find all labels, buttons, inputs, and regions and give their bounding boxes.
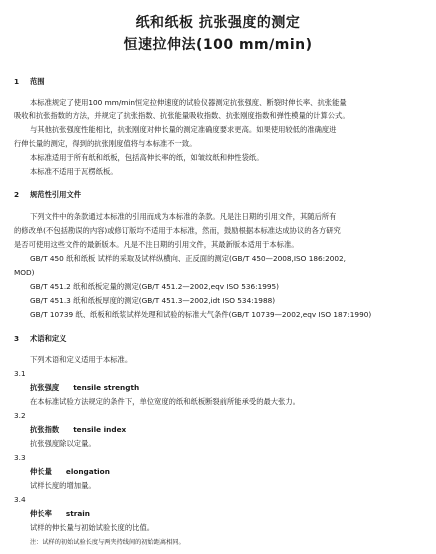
paragraph-line: 行伸长量的测定，得到的抗张刚度值将与本标准不一致。 <box>14 139 197 148</box>
section-number: 1 <box>14 77 20 86</box>
paragraph-line: 本标准规定了使用100 mm/min恒定拉伸速度的试验仪器测定抗张强度、断裂时伸长率、抗张能量 <box>30 98 347 107</box>
term-chinese: 伸长量 <box>30 467 52 476</box>
title-line-2: 恒速拉伸法(100 mm/min) <box>123 37 313 53</box>
section-title: 范围 <box>30 77 45 86</box>
term-chinese: 伸长率 <box>30 509 52 518</box>
section-number: 3 <box>14 334 20 343</box>
paragraph-line: 下列文件中的条款通过本标准的引用而成为本标准的条款。凡是注日期的引用文件，其随后所有 <box>30 212 337 221</box>
section-title: 规范性引用文件 <box>30 190 82 199</box>
section-3-heading <box>14 333 424 344</box>
section-title: 术语和定义 <box>30 334 67 343</box>
term-number: 3.3 <box>14 453 26 462</box>
paragraph-line: 下列术语和定义适用于本标准。 <box>30 355 133 364</box>
reference-line: GB/T 10739 纸、纸板和纸浆试样处理和试验的标准大气条件(GB/T 10739—2002,eqv ISO 187:1990) <box>30 310 372 319</box>
term-number: 3.2 <box>14 411 26 420</box>
term-definition: 试样的伸长量与初始试验长度的比值。 <box>30 523 155 532</box>
term-heading <box>30 382 424 393</box>
term-chinese: 抗张强度 <box>30 383 60 392</box>
reference-line: GB/T 451.3 纸和纸板厚度的测定(GB/T 451.3—2002,idt ISO 534:1988) <box>30 296 276 305</box>
term-note: 注：试样的初始试验长度与两夹持线间的初始距离相同。 <box>30 539 185 546</box>
section-number: 2 <box>14 190 20 199</box>
document-title <box>0 12 436 56</box>
section-2-heading <box>14 189 424 200</box>
paragraph-line: 的修改单(不包括勘误的内容)或修订版均不适用于本标准，然而，鼓励根据本标准达成协议的各方研究 <box>14 226 341 235</box>
paragraph-line: 与其他抗张强度性能相比，抗张刚度对伸长量的测定准确度要求更高。如果使用较低的准确度进 <box>30 125 337 134</box>
term-english: tensile strength <box>73 383 140 392</box>
term-definition: 试样长度的增加量。 <box>30 481 96 490</box>
term-heading <box>30 424 424 435</box>
reference-line: GB/T 451.2 纸和纸板定量的测定(GB/T 451.2—2002,eqv ISO 536:1995) <box>30 282 280 291</box>
term-definition: 抗张强度除以定量。 <box>30 439 96 448</box>
term-number: 3.4 <box>14 495 26 504</box>
term-english: tensile index <box>73 425 127 434</box>
term-heading <box>30 466 424 477</box>
section-1-heading <box>14 76 424 87</box>
paragraph-line: 本标准不适用于瓦楞纸板。 <box>30 167 118 176</box>
paragraph-line: 本标准适用于所有纸和纸板，包括高伸长率的纸，如皱纹纸和伸性袋纸。 <box>30 153 264 162</box>
title-line-1: 纸和纸板 抗张强度的测定 <box>135 15 301 31</box>
term-heading <box>30 508 424 519</box>
term-english: strain <box>65 509 90 518</box>
paragraph-line: 是否可使用这些文件的最新版本。凡是不注日期的引用文件，其最新版本适用于本标准。 <box>14 240 299 249</box>
term-definition: 在本标准试验方法规定的条件下，单位宽度的纸和纸板断裂前所能承受的最大张力。 <box>30 397 300 406</box>
term-chinese: 抗张指数 <box>30 425 60 434</box>
term-number: 3.1 <box>14 369 26 378</box>
paragraph-line: 吸收和抗张指数的方法，并规定了抗张指数、抗张能量吸收指数、抗张刚度指数和弹性模量的计算公式。 <box>14 111 350 120</box>
term-english: elongation <box>65 467 110 476</box>
reference-line: GB/T 450 纸和纸板 试样的采取及试样纵横向、正反面的测定(GB/T 450—2008,ISO 186:2002, <box>30 254 346 263</box>
reference-line: MOD) <box>14 268 35 277</box>
